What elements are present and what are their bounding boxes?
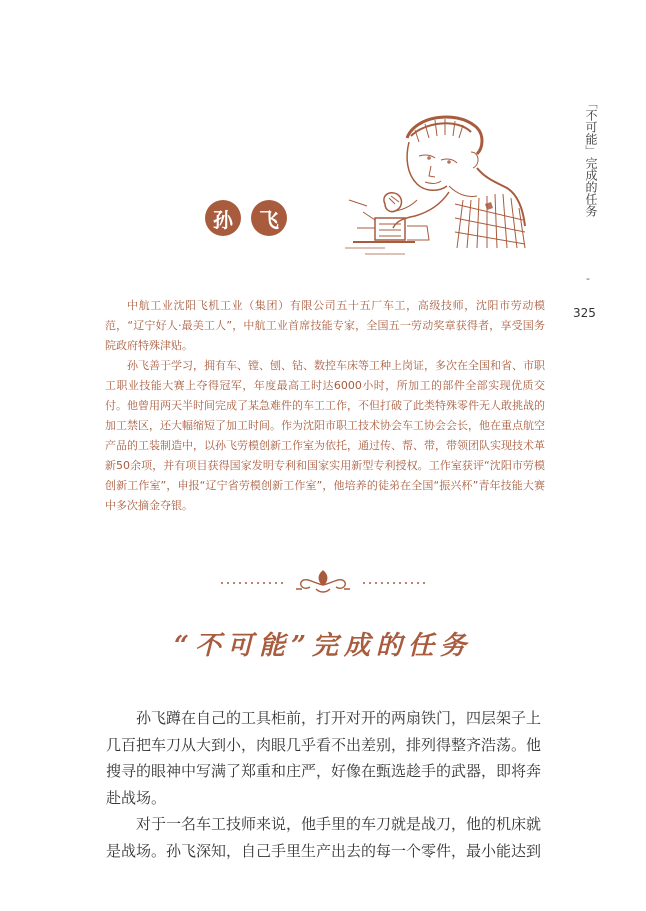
page-number: 325 bbox=[573, 306, 596, 320]
article-title: “不可能”完成的任务 bbox=[174, 631, 472, 661]
running-head: 「不可能」完成的任务 bbox=[584, 97, 598, 217]
name-char-badge: 飞 bbox=[251, 200, 287, 236]
bio-paragraph: 孙飞善于学习，拥有车、镗、刨、钻、数控车床等工种上岗证，多次在全国和省、市职工职业技能大赛上夺得冠军，年度最高工时达6000小时，所加工的部件全部实现优质交付。他曾用两天半时间完成了某急难件的车工工作，不但打破了此类特殊零件无人敢挑战的加工禁区，还大幅缩短了加工时间。作为沈阳市职工技术协会车工协会会长，他在重点航空产品的工装制造中，以孙飞劳模创新工作室为依托，通过传、帮、带，带领团队实现技术革新50余项，并有项目获得国家发明专利和国家实用新型专利授权。工作室获评“沈阳市劳模创新工作室”，申报“辽宁省劳模创新工作室”，他培养的徒弟在全国“振兴杯”青年技能大赛中多次摘金夺银。 bbox=[105, 359, 545, 512]
article-body bbox=[106, 705, 541, 864]
ornament-divider bbox=[218, 567, 428, 595]
profile-name bbox=[205, 200, 287, 236]
body-paragraph: 对于一名车工技师来说，他手里的车刀就是战刀，他的机床就是战场。孙飞深知，自己手里生产出去的每一个零件，最小能达到 bbox=[106, 815, 542, 860]
bio-paragraph: 中航工业沈阳飞机工业（集团）有限公司五十五厂车工，高级技师，沈阳市劳动模范，“辽宁好人·最美工人”，中航工业首席技能专家，全国五一劳动奖章获得者，享受国务院政府特殊津贴。 bbox=[105, 299, 545, 352]
name-char-badge: 孙 bbox=[205, 200, 241, 236]
body-paragraph: 孙飞蹲在自己的工具柜前，打开对开的两扇铁门，四层架子上几百把车刀从大到小，肉眼几乎看不出差别，排列得整齐浩荡。他搜寻的眼神中写满了郑重和庄严，好像在甄选趁手的武器，即将奔赴战场。 bbox=[106, 709, 542, 807]
running-head-dash: - bbox=[586, 272, 590, 285]
profile-bio bbox=[105, 296, 545, 516]
portrait-illustration bbox=[345, 108, 530, 258]
